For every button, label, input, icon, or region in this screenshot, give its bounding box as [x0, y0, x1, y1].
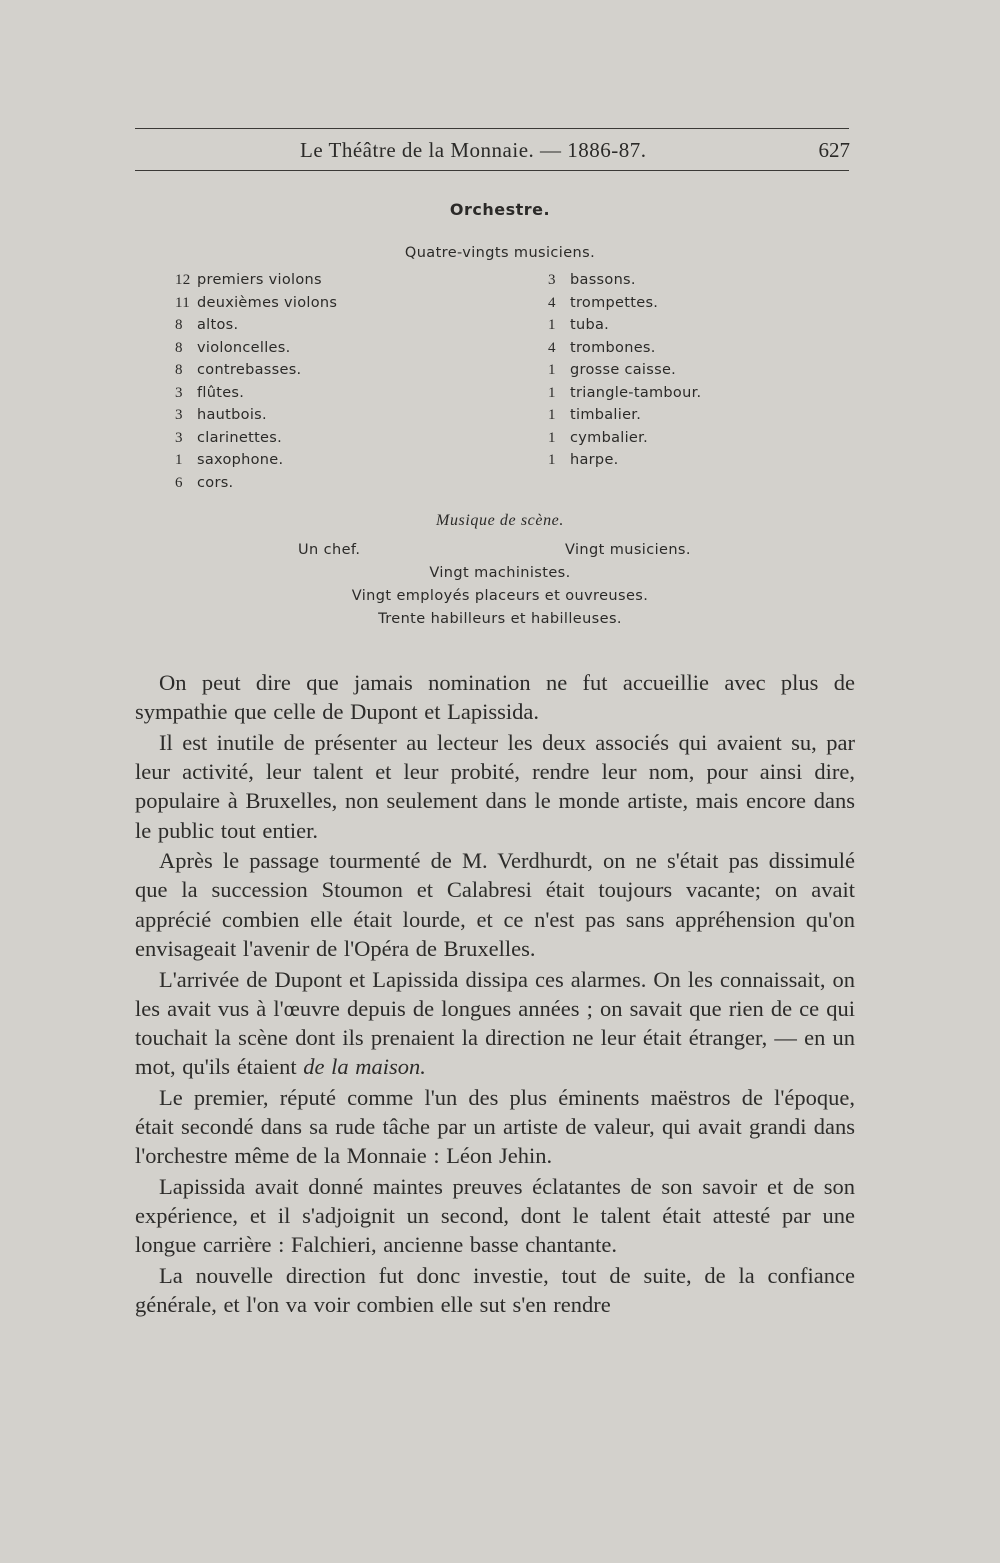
instrument-count: 3 [548, 272, 556, 288]
instrument-count: 4 [548, 339, 556, 356]
instrument-count: 6 [175, 474, 183, 491]
instrument-count: 3 [175, 429, 183, 446]
instrument-label: timbalier. [570, 407, 642, 423]
paragraph [135, 965, 855, 1082]
instrument-row [175, 449, 337, 472]
instrument-row [548, 449, 701, 472]
instrument-row [175, 314, 337, 337]
stage-music-chef: Un chef. [298, 542, 361, 558]
instrument-label: trombones. [570, 339, 656, 356]
instrument-row [175, 404, 337, 427]
instrument-row [175, 292, 337, 315]
instrument-row [548, 292, 701, 315]
instrument-row [548, 269, 701, 292]
instrument-count: 3 [175, 384, 183, 401]
paragraph: Lapissida avait donné maintes preuves éclatantes de son savoir et de son expérience, et il s'adjoignit un second, dont le talent était attesté par une longue carrière : Falchieri, ancienne basse chantante. [135, 1173, 855, 1258]
orchestra-right-column [548, 269, 701, 472]
instrument-label: trompettes. [570, 294, 659, 311]
paragraph: Le premier, réputé comme l'un des plus éminents maëstros de l'époque, était secondé dans sa rude tâche par un artiste de valeur, qui avait grandi dans l'orchestre même de la Monnaie : Léon Jehin. [135, 1084, 855, 1169]
instrument-count: 4 [548, 294, 556, 311]
instrument-count: 1 [548, 452, 556, 468]
paragraph: La nouvelle direction fut donc investie, tout de suite, de la confiance générale, et l'on va voir combien elle sut s'en rendre [135, 1263, 855, 1318]
instrument-count: 1 [548, 407, 556, 423]
orchestra-left-column [175, 269, 337, 494]
instrument-label: tuba. [570, 317, 610, 333]
header-bottom-rule [135, 170, 849, 171]
paragraph: On peut dire que jamais nomination ne fut accueillie avec plus de sympathie que celle de Dupont et Lapissida. [135, 670, 855, 725]
instrument-label: grosse caisse. [570, 362, 677, 378]
instrument-row [548, 404, 701, 427]
instrument-label: triangle-tambour. [570, 384, 702, 401]
stage-music-musicians: Vingt musiciens. [565, 542, 691, 558]
stage-music-title: Musique de scène. [436, 512, 564, 529]
instrument-label: hautbois. [197, 407, 267, 423]
paragraph: Après le passage tourmenté de M. Verdhurdt, on ne s'était pas dissimulé que la succession Stoumon et Calabresi était toujours vacante; on avait apprécié combien elle était lourde, et ce n'est pas sans appréhension qu'on envisageait l'avenir de l'Opéra de Bruxelles. [135, 848, 855, 961]
instrument-label: flûtes. [197, 384, 245, 401]
instrument-label: cors. [197, 474, 234, 491]
instrument-label: cymbalier. [570, 429, 648, 446]
header-top-rule [135, 128, 849, 129]
running-title: Le Théâtre de la Monnaie. — 1886-87. [300, 138, 647, 162]
instrument-row [548, 359, 701, 382]
orchestra-title: Orchestre. [449, 200, 551, 219]
running-header [135, 138, 850, 172]
instrument-label: clarinettes. [197, 429, 283, 446]
instrument-label: harpe. [570, 452, 619, 468]
instrument-count: 1 [548, 429, 556, 446]
instrument-row [175, 269, 337, 292]
instrument-count: 8 [175, 317, 183, 333]
instrument-count: 8 [175, 362, 183, 378]
instrument-row [175, 427, 337, 450]
instrument-count: 8 [175, 339, 183, 356]
page-number: 627 [818, 138, 850, 162]
instrument-row [175, 359, 337, 382]
instrument-row [175, 382, 337, 405]
stage-line: Vingt employés placeurs et ouvreuses. [351, 588, 649, 604]
instrument-count: 12 [175, 272, 191, 288]
instrument-count: 1 [175, 452, 183, 468]
instrument-label: saxophone. [197, 452, 284, 468]
instrument-row [548, 382, 701, 405]
body-text [135, 668, 855, 1321]
instrument-row [548, 337, 701, 360]
instrument-count: 1 [548, 384, 556, 401]
instrument-count: 3 [175, 407, 183, 423]
instrument-count: 1 [548, 317, 556, 333]
paragraph-text: L'arrivée de Dupont et Lapissida dissipa ces alarmes. On les connaissait, on les avait vus à l'œuvre depuis de longues années ; on savait que rien de ce qui touchait la scène dont ils prenaient la direction ne leur était étranger, — en un mot, qu'ils étaient [135, 966, 855, 1080]
stage-line: Trente habilleurs et habilleuses. [378, 611, 622, 627]
instrument-label: contrebasses. [197, 362, 302, 378]
instrument-count: 11 [175, 294, 191, 311]
instrument-label: bassons. [570, 272, 636, 288]
paragraph: Il est inutile de présenter au lecteur les deux associés qui avaient su, par leur activité, leur talent et leur probité, rendre leur nom, pour ainsi dire, populaire à Bruxelles, non seulement dans le monde artiste, mais encore dans le public tout entier. [135, 729, 855, 843]
stage-line: Vingt machinistes. [429, 565, 571, 581]
italic-phrase: de la maison. [303, 1054, 426, 1080]
instrument-label: premiers violons [197, 272, 322, 288]
instrument-row [175, 337, 337, 360]
orchestra-subtitle: Quatre-vingts musiciens. [404, 245, 596, 261]
instrument-count: 1 [548, 362, 556, 378]
instrument-row [175, 472, 337, 495]
instrument-row [548, 427, 701, 450]
instrument-label: altos. [197, 317, 239, 333]
instrument-row [548, 314, 701, 337]
instrument-label: deuxièmes violons [197, 294, 338, 311]
instrument-label: violoncelles. [197, 339, 291, 356]
